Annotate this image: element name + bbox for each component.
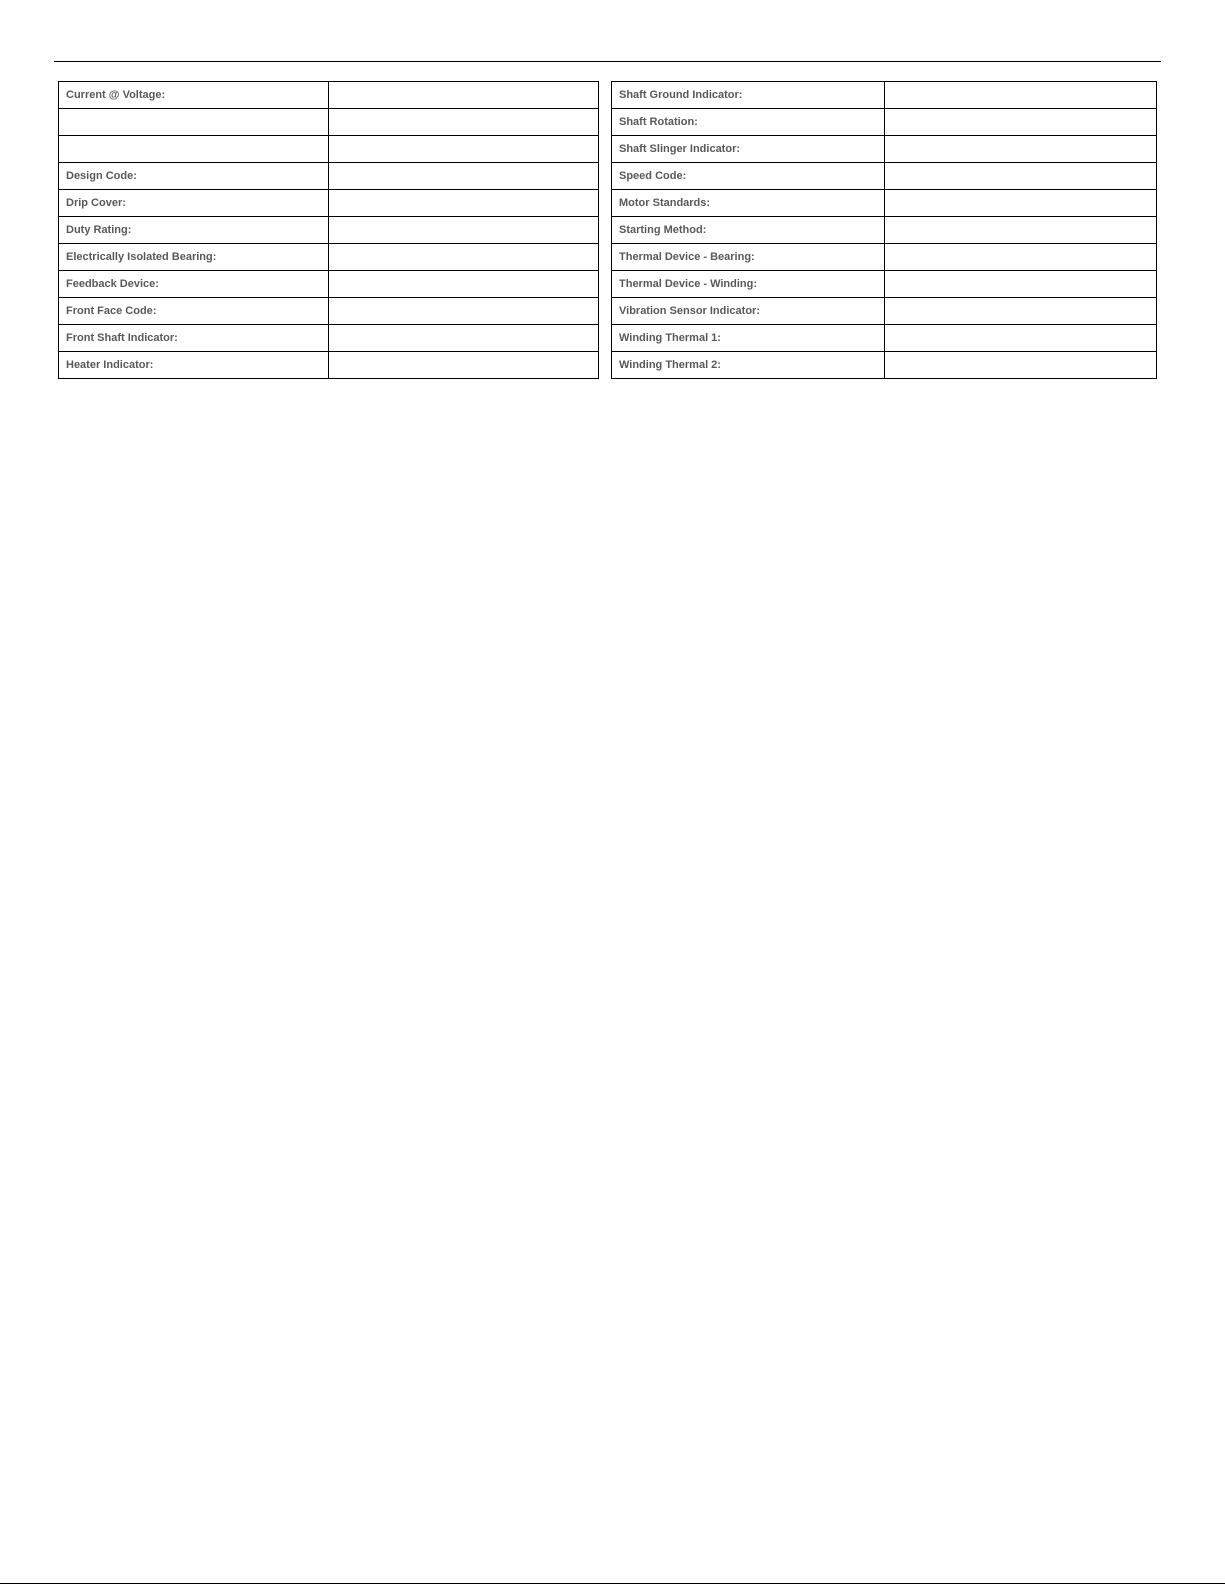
spec-label: Speed Code: bbox=[612, 163, 885, 190]
table-row bbox=[59, 217, 599, 244]
spec-label: Front Face Code: bbox=[59, 298, 329, 325]
spec-value bbox=[329, 352, 599, 379]
table-row bbox=[612, 325, 1157, 352]
table-row bbox=[59, 244, 599, 271]
table-row bbox=[612, 136, 1157, 163]
spec-label: Feedback Device: bbox=[59, 271, 329, 298]
table-row bbox=[59, 136, 599, 163]
table-row bbox=[612, 109, 1157, 136]
table-row bbox=[59, 82, 599, 109]
spec-label: Winding Thermal 1: bbox=[612, 325, 885, 352]
table-row bbox=[612, 271, 1157, 298]
spec-value bbox=[884, 136, 1157, 163]
spec-label: Shaft Rotation: bbox=[612, 109, 885, 136]
footer-rule bbox=[0, 1583, 1225, 1584]
spec-label: Drip Cover: bbox=[59, 190, 329, 217]
spec-label: Heater Indicator: bbox=[59, 352, 329, 379]
spec-value bbox=[329, 271, 599, 298]
spec-value bbox=[329, 325, 599, 352]
spec-value bbox=[329, 136, 599, 163]
spec-label bbox=[59, 109, 329, 136]
table-row bbox=[59, 109, 599, 136]
spec-value bbox=[884, 244, 1157, 271]
spec-value bbox=[884, 109, 1157, 136]
spec-value bbox=[884, 352, 1157, 379]
spec-label: Motor Standards: bbox=[612, 190, 885, 217]
spec-value bbox=[329, 190, 599, 217]
spec-label: Duty Rating: bbox=[59, 217, 329, 244]
table-row bbox=[612, 163, 1157, 190]
spec-value bbox=[884, 217, 1157, 244]
spec-value bbox=[884, 190, 1157, 217]
table-row bbox=[612, 217, 1157, 244]
spec-value bbox=[884, 298, 1157, 325]
table-row bbox=[59, 325, 599, 352]
table-row bbox=[612, 82, 1157, 109]
spec-value bbox=[329, 217, 599, 244]
spec-value bbox=[884, 325, 1157, 352]
table-row bbox=[59, 271, 599, 298]
spec-label: Thermal Device - Winding: bbox=[612, 271, 885, 298]
header-rule bbox=[54, 61, 1161, 62]
spec-table-right bbox=[611, 81, 1157, 379]
spec-label: Shaft Ground Indicator: bbox=[612, 82, 885, 109]
table-row bbox=[612, 352, 1157, 379]
spec-value bbox=[329, 244, 599, 271]
spec-label: Vibration Sensor Indicator: bbox=[612, 298, 885, 325]
spec-value bbox=[329, 163, 599, 190]
spec-value bbox=[884, 271, 1157, 298]
spec-value bbox=[884, 163, 1157, 190]
table-row bbox=[59, 298, 599, 325]
spec-label: Front Shaft Indicator: bbox=[59, 325, 329, 352]
table-row bbox=[59, 190, 599, 217]
spec-value bbox=[329, 298, 599, 325]
table-row bbox=[59, 352, 599, 379]
spec-label: Thermal Device - Bearing: bbox=[612, 244, 885, 271]
spec-label: Design Code: bbox=[59, 163, 329, 190]
table-row bbox=[59, 163, 599, 190]
spec-value bbox=[329, 109, 599, 136]
spec-table-left bbox=[58, 81, 599, 379]
spec-label: Electrically Isolated Bearing: bbox=[59, 244, 329, 271]
spec-value bbox=[884, 82, 1157, 109]
table-row bbox=[612, 298, 1157, 325]
spec-label: Starting Method: bbox=[612, 217, 885, 244]
table-row bbox=[612, 244, 1157, 271]
spec-label: Current @ Voltage: bbox=[59, 82, 329, 109]
spec-label bbox=[59, 136, 329, 163]
spec-label: Winding Thermal 2: bbox=[612, 352, 885, 379]
spec-label: Shaft Slinger Indicator: bbox=[612, 136, 885, 163]
spec-value bbox=[329, 82, 599, 109]
table-row bbox=[612, 190, 1157, 217]
